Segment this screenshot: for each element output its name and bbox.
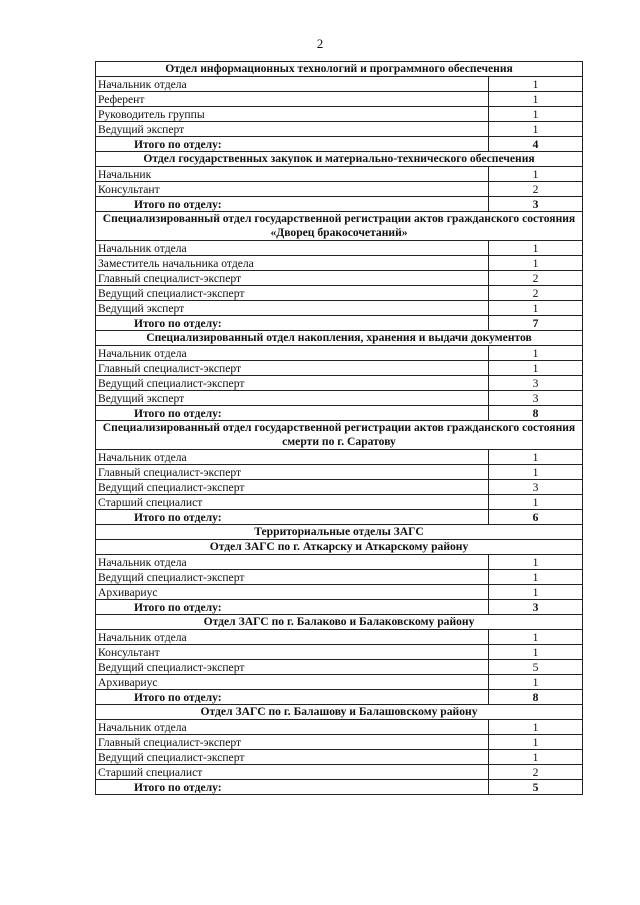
position-name: Архивариус <box>96 675 489 690</box>
department-header-row <box>96 421 583 450</box>
position-count: 1 <box>489 450 583 465</box>
position-count: 2 <box>489 271 583 286</box>
position-row <box>96 286 583 301</box>
department-header-row <box>96 62 583 77</box>
department-total-row <box>96 690 583 705</box>
position-count: 1 <box>489 361 583 376</box>
position-count: 2 <box>489 765 583 780</box>
position-row <box>96 645 583 660</box>
position-count: 1 <box>489 675 583 690</box>
position-count: 1 <box>489 750 583 765</box>
position-count: 3 <box>489 376 583 391</box>
position-row <box>96 765 583 780</box>
position-row <box>96 256 583 271</box>
position-count: 1 <box>489 570 583 585</box>
position-row <box>96 361 583 376</box>
position-row <box>96 585 583 600</box>
position-count: 1 <box>489 555 583 570</box>
position-row <box>96 271 583 286</box>
department-title: Отдел государственных закупок и материально-технического обеспечения <box>96 152 583 167</box>
position-row <box>96 735 583 750</box>
position-count: 1 <box>489 735 583 750</box>
position-name: Ведущий эксперт <box>96 301 489 316</box>
position-count: 1 <box>489 92 583 107</box>
position-row <box>96 92 583 107</box>
department-total-row <box>96 780 583 795</box>
position-name: Начальник отдела <box>96 720 489 735</box>
position-count: 1 <box>489 630 583 645</box>
department-title: Специализированный отдел государственной регистрации актов гражданского состояния «Дворец бракосочетаний» <box>96 212 583 241</box>
position-name: Ведущий эксперт <box>96 391 489 406</box>
position-name: Ведущий эксперт <box>96 122 489 137</box>
department-total-row <box>96 197 583 212</box>
total-count: 8 <box>489 690 583 705</box>
position-row <box>96 77 583 92</box>
total-label: Итого по отделу: <box>96 510 489 525</box>
position-count: 1 <box>489 301 583 316</box>
position-count: 3 <box>489 391 583 406</box>
position-count: 1 <box>489 122 583 137</box>
position-count: 1 <box>489 720 583 735</box>
position-name: Начальник <box>96 167 489 182</box>
position-name: Главный специалист-эксперт <box>96 465 489 480</box>
total-label: Итого по отделу: <box>96 316 489 331</box>
position-name: Референт <box>96 92 489 107</box>
position-name: Консультант <box>96 182 489 197</box>
position-count: 1 <box>489 167 583 182</box>
department-title: Территориальные отделы ЗАГС <box>96 525 583 540</box>
position-name: Старший специалист <box>96 495 489 510</box>
position-count: 3 <box>489 480 583 495</box>
department-title: Специализированный отдел государственной регистрации актов гражданского состояния смерти по г. Саратову <box>96 421 583 450</box>
position-row <box>96 495 583 510</box>
total-count: 8 <box>489 406 583 421</box>
department-header-row <box>96 212 583 241</box>
position-count: 2 <box>489 286 583 301</box>
position-row <box>96 720 583 735</box>
position-name: Начальник отдела <box>96 241 489 256</box>
department-header-row <box>96 540 583 555</box>
position-row <box>96 167 583 182</box>
total-count: 6 <box>489 510 583 525</box>
department-header-row <box>96 152 583 167</box>
department-total-row <box>96 137 583 152</box>
total-label: Итого по отделу: <box>96 690 489 705</box>
department-header-row <box>96 615 583 630</box>
total-count: 7 <box>489 316 583 331</box>
department-header-row <box>96 331 583 346</box>
position-name: Главный специалист-эксперт <box>96 735 489 750</box>
position-count: 1 <box>489 585 583 600</box>
staffing-table-body <box>96 62 583 795</box>
position-row <box>96 346 583 361</box>
position-name: Ведущий специалист-эксперт <box>96 376 489 391</box>
position-name: Ведущий специалист-эксперт <box>96 480 489 495</box>
department-total-row <box>96 406 583 421</box>
position-name: Главный специалист-эксперт <box>96 361 489 376</box>
position-name: Консультант <box>96 645 489 660</box>
position-row <box>96 555 583 570</box>
position-name: Ведущий специалист-эксперт <box>96 570 489 585</box>
position-count: 1 <box>489 645 583 660</box>
total-count: 5 <box>489 780 583 795</box>
staffing-table <box>95 61 583 795</box>
position-name: Архивариус <box>96 585 489 600</box>
position-row <box>96 122 583 137</box>
position-count: 1 <box>489 495 583 510</box>
position-row <box>96 241 583 256</box>
department-title: Специализированный отдел накопления, хранения и выдачи документов <box>96 331 583 346</box>
position-row <box>96 750 583 765</box>
position-row <box>96 465 583 480</box>
position-count: 1 <box>489 77 583 92</box>
position-count: 1 <box>489 241 583 256</box>
position-row <box>96 660 583 675</box>
position-name: Главный специалист-эксперт <box>96 271 489 286</box>
department-title: Отдел ЗАГС по г. Балаково и Балаковскому району <box>96 615 583 630</box>
position-row <box>96 450 583 465</box>
department-total-row <box>96 316 583 331</box>
position-name: Начальник отдела <box>96 630 489 645</box>
position-row <box>96 376 583 391</box>
position-row <box>96 675 583 690</box>
position-name: Ведущий специалист-эксперт <box>96 750 489 765</box>
department-total-row <box>96 510 583 525</box>
total-count: 3 <box>489 197 583 212</box>
department-title: Отдел ЗАГС по г. Балашову и Балашовскому району <box>96 705 583 720</box>
position-name: Ведущий специалист-эксперт <box>96 286 489 301</box>
position-name: Начальник отдела <box>96 346 489 361</box>
total-count: 3 <box>489 600 583 615</box>
total-label: Итого по отделу: <box>96 406 489 421</box>
total-label: Итого по отделу: <box>96 197 489 212</box>
position-row <box>96 182 583 197</box>
position-row <box>96 480 583 495</box>
position-name: Начальник отдела <box>96 450 489 465</box>
position-name: Начальник отдела <box>96 77 489 92</box>
position-count: 1 <box>489 346 583 361</box>
position-name: Начальник отдела <box>96 555 489 570</box>
position-count: 1 <box>489 256 583 271</box>
position-row <box>96 107 583 122</box>
position-name: Заместитель начальника отдела <box>96 256 489 271</box>
position-count: 1 <box>489 465 583 480</box>
position-row <box>96 391 583 406</box>
position-row <box>96 301 583 316</box>
position-row <box>96 630 583 645</box>
position-count: 1 <box>489 107 583 122</box>
total-label: Итого по отделу: <box>96 780 489 795</box>
position-row <box>96 570 583 585</box>
position-name: Старший специалист <box>96 765 489 780</box>
total-label: Итого по отделу: <box>96 137 489 152</box>
department-title: Отдел информационных технологий и программного обеспечения <box>96 62 583 77</box>
department-total-row <box>96 600 583 615</box>
position-name: Ведущий специалист-эксперт <box>96 660 489 675</box>
total-count: 4 <box>489 137 583 152</box>
page-number: 2 <box>316 36 324 51</box>
department-title: Отдел ЗАГС по г. Аткарску и Аткарскому району <box>96 540 583 555</box>
total-label: Итого по отделу: <box>96 600 489 615</box>
position-count: 2 <box>489 182 583 197</box>
position-name: Руководитель группы <box>96 107 489 122</box>
department-header-row <box>96 705 583 720</box>
position-count: 5 <box>489 660 583 675</box>
department-header-row <box>96 525 583 540</box>
